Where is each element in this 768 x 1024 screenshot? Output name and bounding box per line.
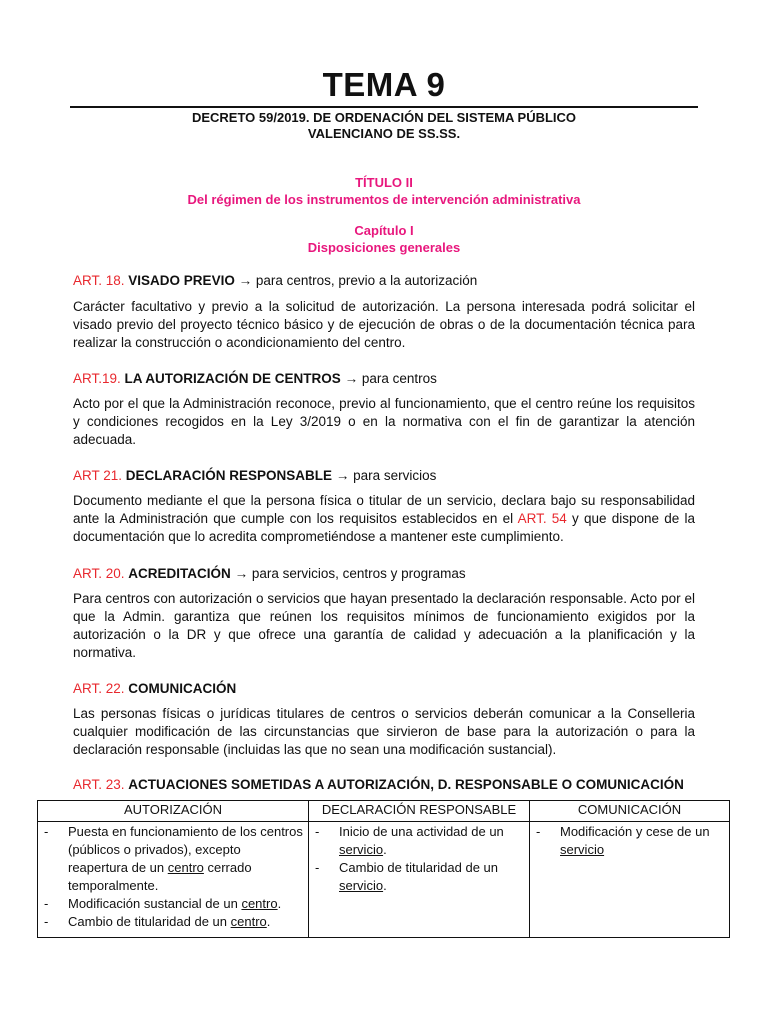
list-item-text: Cambio de titularidad de un [339,860,498,875]
list-item [40,913,304,931]
art21-note: para servicios [353,468,437,483]
list-item [40,895,304,913]
art20-note: para servicios, centros y programas [251,566,466,581]
titulo-subtitle: Del régimen de los instrumentos de intervención administrativa [187,192,581,207]
list-item-text: Inicio de una actividad de un [339,824,504,839]
declaracion-cell [309,822,530,938]
list-item-link: servicio [339,842,384,857]
list-item-link: servicio [339,878,384,893]
list-item-text: Modificación y cese de un [560,824,710,839]
art18-note: para centros, previo a la autorización [255,273,478,288]
arrow-icon: → [344,371,359,386]
list-item-text-end: . [266,914,271,929]
list-item-text: Cambio de titularidad de un [68,914,227,929]
arrow-icon: → [335,468,350,483]
art23-number: ART. 23. [73,777,125,792]
table-header-row [38,801,730,822]
column-header-declaracion: DECLARACIÓN RESPONSABLE [309,801,530,822]
art19-body: Acto por el que la Administración reconoce, previo al funcionamiento, que el centro reúne los requisitos y condiciones recogidos en la Ley 3/2019 o en la normativa con el fin de garantizar la atención adecuada. [73,396,695,447]
art18-number: ART. 18. [73,273,125,288]
capitulo-heading [70,222,698,256]
decreto-line-1: DECRETO 59/2019. DE ORDENACIÓN DEL SISTEMA PÚBLICO [191,110,577,125]
list-item-text-end: cerrado temporalmente. [68,860,252,893]
art54-reference: ART. 54 [517,511,567,526]
table-row [38,822,730,938]
arrow-icon: → [234,566,249,581]
capitulo-label: Capítulo I [354,223,414,238]
list-item-link: centro [230,914,267,929]
comunicacion-list [532,823,725,859]
autorizacion-list [40,823,304,931]
list-item-text-end: . [277,896,282,911]
art18-body: Carácter facultativo y previo a la solicitud de autorización. La persona interesada podrá solicitar el visado previo del proyecto técnico básico y de ejecución de obras o de la documentación técnica para realizar la construcción o acondicionamiento del centro. [73,299,695,350]
capitulo-subtitle: Disposiciones generales [307,240,461,255]
art21-body-text: Documento mediante el que la persona física o titular de un servicio, declara bajo su responsabilidad ante la Administración que cumple con los requisitos establecidos en el [73,493,695,526]
art22-title: COMUNICACIÓN [128,681,237,696]
art21-number: ART 21. [73,468,123,483]
art22-number: ART. 22. [73,681,125,696]
decreto-line-2: VALENCIANO DE SS.SS. [307,126,461,141]
column-header-autorizacion: AUTORIZACIÓN [38,801,309,822]
title-rule [70,106,698,108]
art22-heading [73,680,703,698]
arrow-icon: → [238,273,253,288]
list-item [532,823,725,859]
art20-heading [73,565,703,583]
list-item-text-end: . [383,842,387,857]
comunicacion-cell [530,822,730,938]
art18-heading [73,272,703,290]
art20-title: ACREDITACIÓN [128,566,231,581]
art22-body: Las personas físicas o jurídicas titulares de centros o servicios deberán comunicar a la Conselleria cualquier modificación de las circunstancias que sirvieron de base para la autorización o para la declaración responsable (incluidas las que no sean una modificación sustancial). [73,706,695,757]
art21-body-text-end: y que dispone de la documentación que lo acredita comprometiéndose a mantener este cumplimiento. [73,511,695,544]
art21-heading [73,467,703,485]
list-item-link: centro [167,860,204,875]
art23-title: ACTUACIONES SOMETIDAS A AUTORIZACIÓN, D. RESPONSABLE O COMUNICACIÓN [128,777,684,792]
titulo-label: TÍTULO II [355,175,413,190]
column-header-comunicacion: COMUNICACIÓN [530,801,730,822]
art18-title: VISADO PREVIO [128,273,235,288]
art19-heading [73,370,703,388]
list-item-text: Modificación sustancial de un [68,896,238,911]
list-item-link: centro [241,896,278,911]
art19-note: para centros [361,371,437,386]
art21-title: DECLARACIÓN RESPONSABLE [125,468,333,483]
list-item-text-end: . [383,878,387,893]
art21-body [73,492,695,546]
list-item [40,823,304,895]
tema-title: TEMA 9 [322,66,446,103]
declaracion-list [311,823,525,895]
list-item-text: Puesta en funcionamiento de los centros (públicos o privados), excepto reapertura de un [68,824,303,875]
autorizacion-cell [38,822,309,938]
art23-heading [73,776,703,794]
art20-body: Para centros con autorización o servicios que hayan presentado la declaración responsable. Acto por el que la Admin. garantiza que reúnen los requisitos mínimos de funcionamiento exigidos por la autorización o la DR y que ofrece una garantía de calidad y adecuación a la planificación y la normativa. [73,591,695,660]
list-item [311,823,525,859]
decreto-heading [70,110,698,142]
titulo-heading [70,174,698,208]
art23-table [37,800,730,938]
art20-number: ART. 20. [73,566,125,581]
list-item [311,859,525,895]
art19-title: LA AUTORIZACIÓN DE CENTROS [124,371,341,386]
list-item-link: servicio [560,842,605,857]
art19-number: ART.19. [73,371,121,386]
